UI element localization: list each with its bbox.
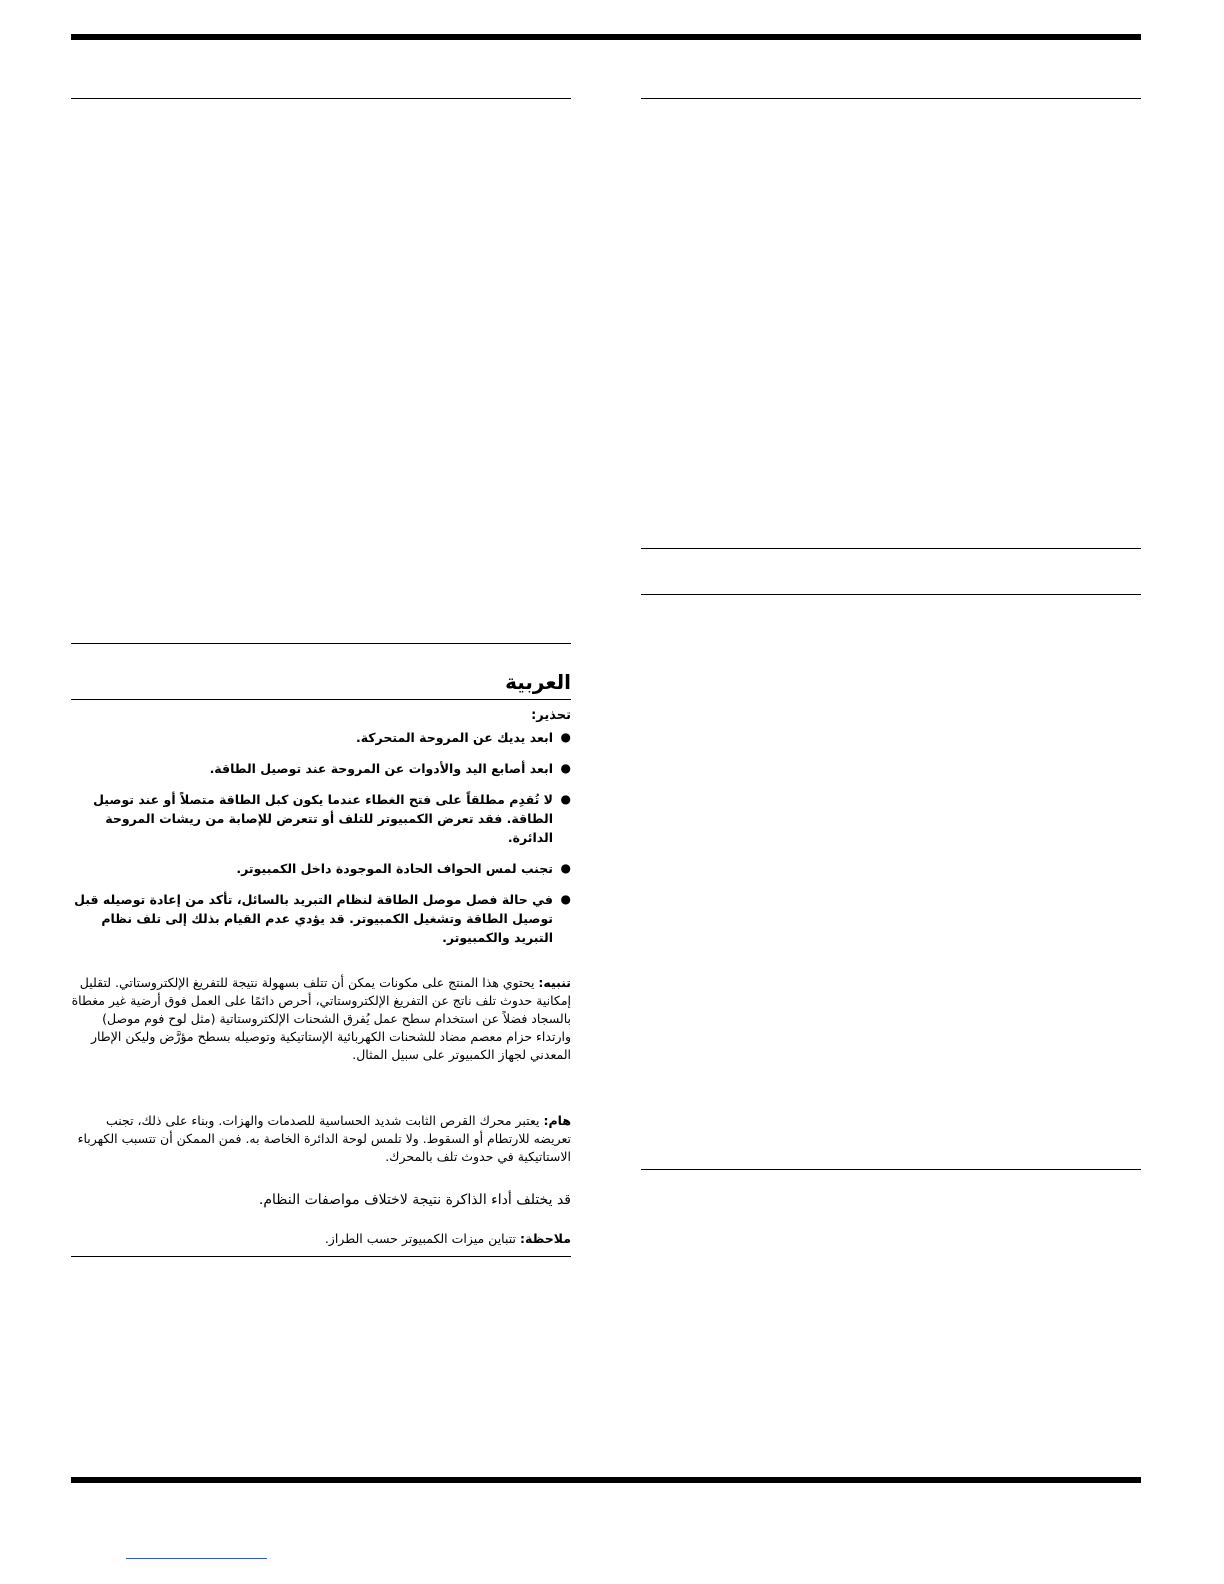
important-label: هام: <box>543 1113 571 1128</box>
important-paragraph <box>71 1112 571 1166</box>
left-column-top-rule <box>71 98 571 99</box>
warning-label: تحذير: <box>531 708 571 723</box>
bottom-border-rule <box>71 1477 1141 1483</box>
right-column-mid-rule-1 <box>641 548 1141 549</box>
list-item: ● في حالة فصل موصل الطاقة لنظام التبريد بالسائل، تأكد من إعادة توصيله قبل توصيل الطاقة وتشغيل الكمبيوتر. قد يؤدي عدم القيام بذلك إلى تلف نظام التبريد والكمبيوتر. <box>74 892 571 945</box>
list-item: ● تجنب لمس الحواف الحادة الموجودة داخل الكمبيوتر. <box>236 861 571 876</box>
left-column-bottom-rule <box>71 1256 571 1257</box>
important-text: يعتبر محرك القرص الثابت شديد الحساسية للصدمات والهزات. وبناء على ذلك، تجنب تعريضه للارتطام أو السقوط. ولا تلمس لوحة الدائرة الخاصة به. فمن الممكن أن تتسبب الكهرباء الاستاتيكية في حدوث تلف بالمحرك. <box>77 1113 571 1164</box>
right-column-top-rule <box>641 98 1141 99</box>
list-item: ● ابعد يديك عن المروحة المتحركة. <box>355 730 571 745</box>
note-paragraph <box>71 1230 571 1248</box>
bullet-icon: ● <box>560 792 571 806</box>
caution-text: يحتوي هذا المنتج على مكونات يمكن أن تتلف بسهولة نتيجة للتفريغ الإلكتروستاتي. لتقليل إمكانية حدوث تلف ناتج عن التفريغ الإلكتروستاتي، أحرص دائمًا على العمل فوق أرضية غير مغطاة بالسجاد فضلاً عن استخدام سطح عمل يُفرق الشحنات الإلكتروستاتية (مثل لوح فوم موصل) وارتداء حزام معصم مضاد للشحنات الكهربائية الإستاتيكية وتوصيله بسطح مؤرَّض وليكن الإطار المعدني لجهاز الكمبيوتر على سبيل المثال. <box>71 975 571 1062</box>
bullet-icon: ● <box>560 761 571 775</box>
bullet-icon: ● <box>560 861 571 875</box>
section-heading: العربية <box>505 670 571 694</box>
right-column-bottom-rule <box>641 1169 1141 1170</box>
top-border-rule <box>71 34 1141 40</box>
list-item: ● لا تُقدِم مطلقاً على فتح الغطاء عندما يكون كبل الطاقة متصلاً أو عند توصيل الطاقة. فقد تعرض الكمبيوتر للتلف أو تتعرض للإصابة من ريشات المروحة الدائرة. <box>93 792 571 845</box>
note-label: ملاحظة: <box>520 1231 571 1246</box>
note-text: تتباين ميزات الكمبيوتر حسب الطراز. <box>324 1231 517 1246</box>
warning-list <box>71 728 571 959</box>
bullet-icon: ● <box>560 892 571 906</box>
left-column-section-rule <box>71 643 571 644</box>
caution-label: تنبيه: <box>538 975 571 990</box>
caution-paragraph <box>71 974 571 1064</box>
footer-link-underline <box>126 1558 267 1559</box>
memory-note: قد يختلف أداء الذاكرة نتيجة لاختلاف مواصفات النظام. <box>258 1192 571 1208</box>
bullet-icon: ● <box>560 730 571 744</box>
list-item: ● ابعد أصابع اليد والأدوات عن المروحة عند توصيل الطاقة. <box>209 761 571 776</box>
heading-underline-rule <box>71 699 571 700</box>
right-column-mid-rule-2 <box>641 594 1141 595</box>
